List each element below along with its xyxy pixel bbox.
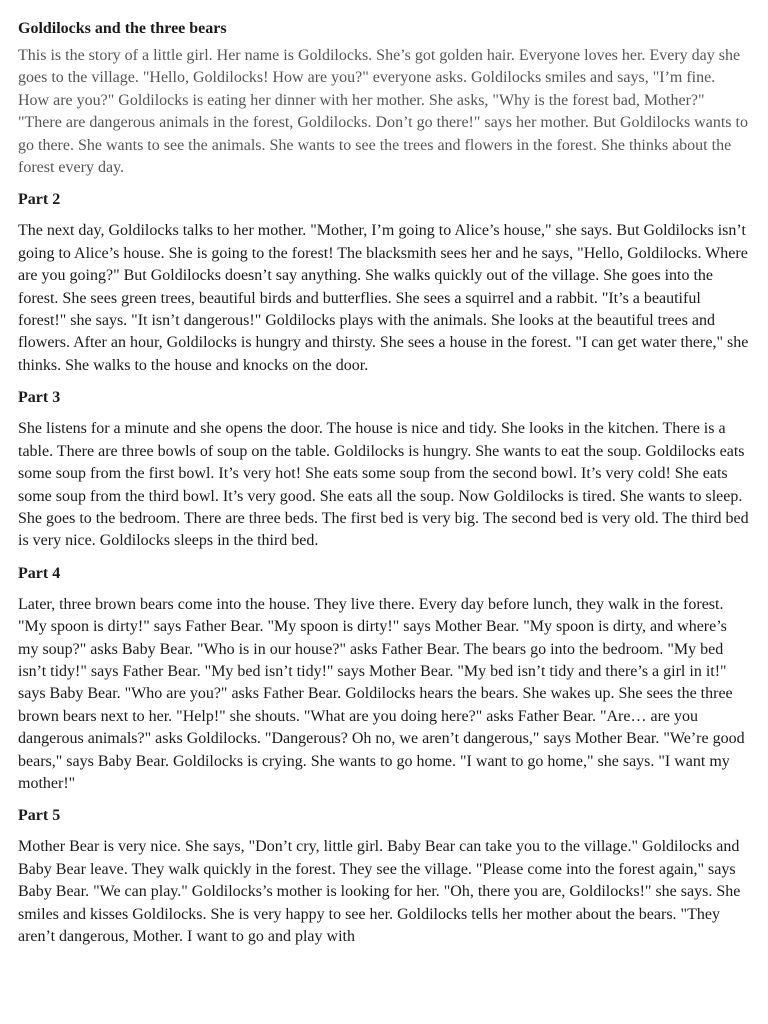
part-paragraph: Later, three brown bears come into the house. They live there. Every day before lunch, they walk in the forest. "My spoon is dirty!" says Father Bear. "My spoon is dirty!" says Mother Bear. "My spoon is dirty, and where’s my soup?" asks Baby Bear. "Who is in our house?" asks Father Bear. The bears go into the bedroom. "My bed isn’t tidy!" says Father Bear. "My bed isn’t tidy!" says Mother Bear. "My bed isn’t tidy and there’s a girl in it!" says Baby Bear. "Who are you?" asks Father Bear. Goldilocks hears the bears. She wakes up. She sees the three brown bears next to her. "Help!" she shouts. "What are you doing here?" asks Father Bear. "Are… are you dangerous animals?" asks Goldilocks. "Dangerous? Oh no, we aren’t dangerous," says Mother Bear. "We’re good bears," says Baby Bear. Goldilocks is crying. She wants to go home. "I want to go home," she says. "I want my mother!" bbox=[18, 595, 745, 792]
part-heading: Part 3 bbox=[18, 389, 61, 407]
part-paragraph: She listens for a minute and she opens the door. The house is nice and tidy. She looks in the kitchen. There is a table. There are three bowls of soup on the table. Goldilocks is hungry. She wants to eat the soup. Goldilocks eats some soup from the first bowl. It’s very hot! She eats some soup from the second bowl. It’s very cold! She eats some soup from the third bowl. It’s very good. She eats all the soup. Now Goldilocks is tired. She wants to sleep. She goes to the bedroom. There are three beds. The first bed is very big. The second bed is very old. The third bed is very nice. Goldilocks sleeps in the third bed. bbox=[18, 420, 749, 550]
part-paragraph: The next day, Goldilocks talks to her mother. "Mother, I’m going to Alice’s house," she says. But Goldilocks isn’t going to Alice’s house. She is going to the forest! The blacksmith sees her and he says, "Hello, Goldilocks. Where are you going?" But Goldilocks doesn’t say anything. She walks quickly out of the village. She goes into the forest. She sees green trees, beautiful birds and butterflies. She sees a squirrel and a rabbit. "It’s a beautiful forest!" she says. "It isn’t dangerous!" Goldilocks plays with the animals. She looks at the beautiful trees and flowers. After an hour, Goldilocks is hungry and thirsty. She sees a house in the forest. "I can get water there," she thinks. She walks to the house and knocks on the door. bbox=[18, 222, 749, 374]
part-heading: Part 2 bbox=[18, 191, 61, 209]
part-4-section bbox=[18, 563, 750, 796]
part-3-section bbox=[18, 387, 750, 552]
document-title: Goldilocks and the three bears bbox=[18, 20, 227, 37]
intro-paragraph: This is the story of a little girl. Her name is Goldilocks. She’s got golden hair. Everyone loves her. Every day she goes to the village. "Hello, Goldilocks! How are you?" everyone asks. Goldilocks smiles and says, "I’m fine. How are you?" Goldilocks is eating her dinner with her mother. She asks, "Why is the forest bad, Mother?" "There are dangerous animals in the forest, Goldilocks. Don’t go there!" says her mother. But Goldilocks wants to go there. She wants to see the animals. She wants to see the trees and flowers in the forest. She thinks about the forest every day. bbox=[18, 47, 748, 177]
part-5-section bbox=[18, 805, 750, 948]
part-heading: Part 4 bbox=[18, 564, 61, 582]
part-2-section bbox=[18, 189, 750, 377]
part-heading: Part 5 bbox=[18, 807, 61, 825]
part-paragraph: Mother Bear is very nice. She says, "Don’t cry, little girl. Baby Bear can take you to the village." Goldilocks and Baby Bear leave. They walk quickly in the forest. They see the village. "Please come into the forest again," says Baby Bear. "We can play." Goldilocks’s mother is looking for her. "Oh, there you are, Goldilocks!" she says. She smiles and kisses Goldilocks. She is very happy to see her. Goldilocks tells her mother about the bears. "They aren’t dangerous, Mother. I want to go and play with bbox=[18, 838, 741, 945]
